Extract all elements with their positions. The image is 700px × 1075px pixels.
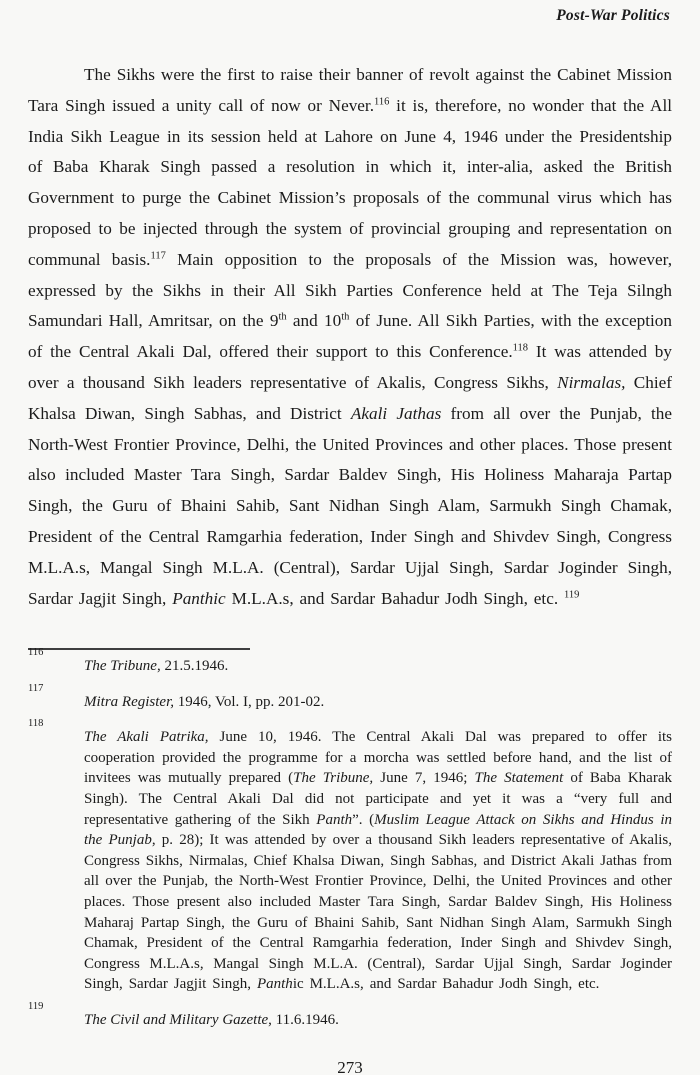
- footnote-118: 118 The Akali Patrika, June 10, 1946. The Central Akali Dal was prepared to offer its cooperation provided the programme for a morcha was settled before hand, and the list of invitees was mutually prepared (The Tribune, June 7, 1946; The Statement of Baba Kharak Singh). The Central Akali Dal did not participate and yet it was a “very full and representative gathering of the Sikh Panth”. (Muslim League Attack on Sikhs and Hindus in the Punjab, p. 28); It was attended by over a thousand Sikh leaders representative of Akalis, Congress Sikhs, Nirmalas, Chief Khalsa Diwan, Singh Sabhas, and District Akali Jathas from all over the Punjab, the North-West Frontier Province, Delhi, the United Provinces and other places. Those present also included Master Tara Singh, Sardar Baldev Singh, His Holiness Maharaj Partap Singh, the Guru of Bhaini Sahib, Sant Nidhan Singh Alam, Sarmukh Singh Chamak, President of the Central Ramgarhia federation, Inder Singh and Shivdev Singh, Congress M.L.A.s, Mangal Singh M.L.A. (Central), Sardar Ujjal Singh, Sardar Joginder Singh, Sardar Jagjit Singh, Panthic M.L.A.s, and Sardar Bahadur Jodh Singh, etc.: [28, 727, 672, 995]
- footnote-separator: [28, 648, 250, 650]
- body-paragraph: The Sikhs were the first to raise their banner of revolt against the Cabinet Mission Tara Singh issued a unity call of now or Never.$^{116}$ it is, therefore, no wonder that the All India Sikh League in its session held at Lahore on June 4, 1946 under the Presidentship of Baba Kharak Singh passed a resolution in which it, inter-alia, asked the British Government to purge the Cabinet Mission’s proposals of the communal virus which has proposed to be injected through the system of provincial grouping and representation on communal basis.$^{117}$ Main opposition to the proposals of the Mission was, however, expressed by the Sikhs in their All Sikh Parties Conference held at The Teja Silngh Samundari Hall, Amritsar, on the 9th and 10th of June. All Sikh Parties, with the exception of the Central Akali Dal, offered their support to this Conference.$^{118}$ It was attended by over a thousand Sikh leaders representative of Akalis, Congress Sikhs, Nirmalas, Chief Khalsa Diwan, Singh Sabhas, and District Akali Jathas from all over the Punjab, the North-West Frontier Province, Delhi, the United Provinces and other places. Those present also included Master Tara Singh, Sardar Baldev Singh, His Holiness Maharaja Partap Singh, the Guru of Bhaini Sahib, Sant Nidhan Singh Alam, Sarmukh Singh Chamak, President of the Central Ramgarhia federation, Inder Singh and Shivdev Singh, Congress M.L.A.s, Mangal Singh M.L.A. (Central), Sardar Ujjal Singh, Sardar Joginder Singh, Sardar Jagjit Singh, Panthic M.L.A.s, and Sardar Bahadur Jodh Singh, etc. $^{119}$: [28, 65, 672, 608]
- footnote-117-text: Mitra Register, 1946, Vol. I, pp. 201-02.: [84, 693, 325, 710]
- footnotes-section: [28, 647, 672, 1046]
- page-number: 273: [337, 1058, 363, 1075]
- footnote-117: 117 Mitra Register, 1946, Vol. I, pp. 201-02.: [28, 692, 672, 713]
- footnote-118-text: The Akali Patrika, June 10, 1946. The Central Akali Dal was prepared to offer its cooperation provided the programme for a morcha was settled before hand, and the list of invitees was mutually prepared (The Tribune, June 7, 1946; The Statement of Baba Kharak Singh). The Central Akali Dal did not participate and yet it was a “very full and representative gathering of the Sikh Panth”. (Muslim League Attack on Sikhs and Hindus in the Punjab, p. 28); It was attended by over a thousand Sikh leaders representative of Akalis, Congress Sikhs, Nirmalas, Chief Khalsa Diwan, Singh Sabhas, and District Akali Jathas from all over the Punjab, the North-West Frontier Province, Delhi, the United Provinces and other places. Those present also included Master Tara Singh, Sardar Baldev Singh, His Holiness Maharaj Partap Singh, the Guru of Bhaini Sahib, Sant Nidhan Singh Alam, Sarmukh Singh Chamak, President of the Central Ramgarhia federation, Inder Singh and Shivdev Singh, Congress M.L.A.s, Mangal Singh M.L.A. (Central), Sardar Ujjal Singh, Sardar Joginder Singh, Sardar Jagjit Singh, Panthic M.L.A.s, and Sardar Bahadur Jodh Singh, etc.: [84, 729, 672, 993]
- footnote-116: 116 The Tribune, 21.5.1946.: [28, 656, 672, 677]
- footnote-116-text: The Tribune, 21.5.1946.: [84, 658, 229, 674]
- footnote-119: 119 The Civil and Military Gazette, 11.6.1946.: [28, 1010, 672, 1031]
- footnote-119-text: The Civil and Military Gazette, 11.6.1946.: [84, 1011, 339, 1028]
- running-title: Post-War Politics: [556, 7, 670, 24]
